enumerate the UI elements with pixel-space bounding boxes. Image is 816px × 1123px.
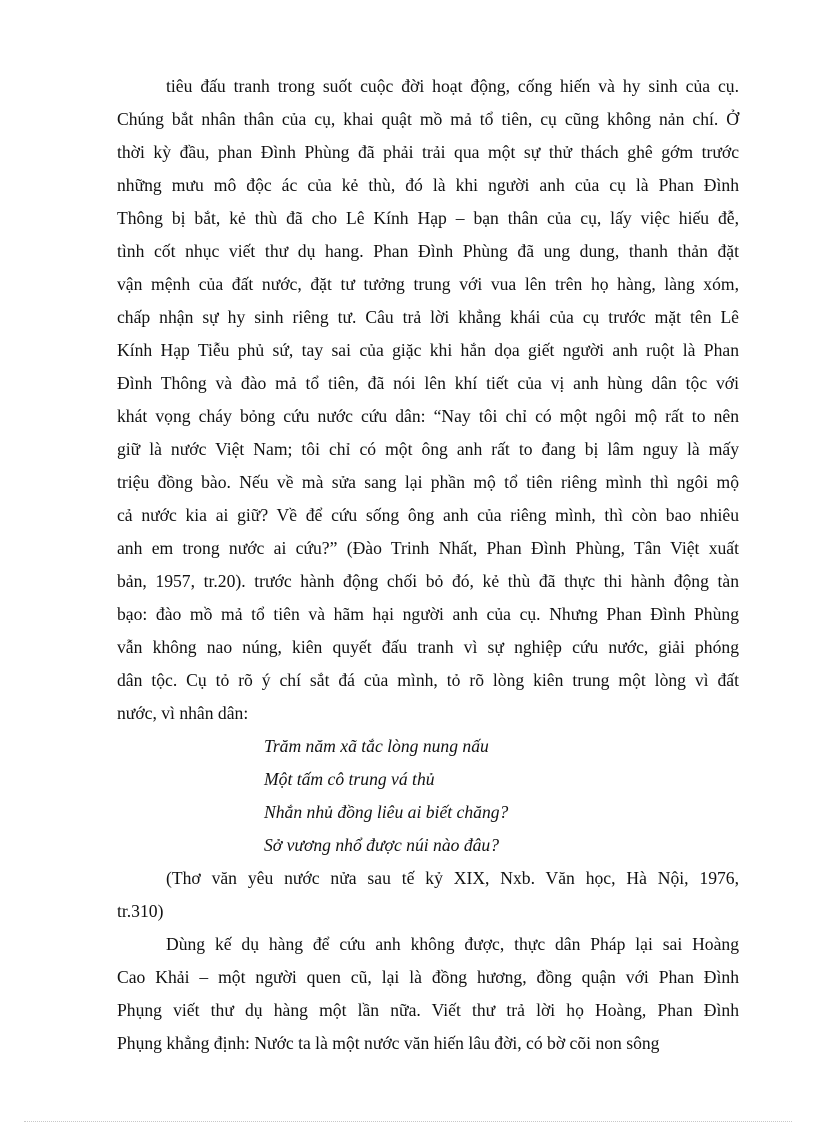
paragraph-line: Phụng viết thư dụ hàng một lần nữa. Viết thư trả lời họ Hoàng, Phan Đình xyxy=(117,1000,739,1020)
paragraph-line: tình cốt nhục viết thư dụ hang. Phan Đình Phùng đã ung dung, thanh thản đặt xyxy=(117,241,739,261)
paragraph-line: vẫn không nao núng, kiên quyết đấu tranh vì sự nghiệp cứu nước, giải phóng xyxy=(117,637,739,657)
paragraph-line: bạo: đào mồ mả tổ tiên và hãm hại người anh của cụ. Nhưng Phan Đình Phùng xyxy=(117,604,739,624)
page-bottom-rule xyxy=(24,1121,792,1122)
citation-line: (Thơ văn yêu nước nửa sau tế kỷ XIX, Nxb. Văn học, Hà Nội, 1976, xyxy=(166,868,739,888)
poem-line: Trăm năm xã tắc lòng nung nấu xyxy=(264,736,489,756)
paragraph-line: nước, vì nhân dân: xyxy=(117,703,249,723)
paragraph-line: cả nước kia ai giữ? Về để cứu sống ông anh của riêng mình, thì còn bao nhiêu xyxy=(117,505,739,525)
paragraph-line: Dùng kế dụ hàng để cứu anh không được, thực dân Pháp lại sai Hoàng xyxy=(166,934,739,954)
poem-line: Nhắn nhủ đồng liêu ai biết chăng? xyxy=(264,802,509,822)
paragraph-line: tiêu đấu tranh trong suốt cuộc đời hoạt động, cống hiến và hy sinh của cụ. xyxy=(166,76,739,96)
paragraph-line: thời kỳ đầu, phan Đình Phùng đã phải trải qua một sự thử thách ghê gớm trước xyxy=(117,142,739,162)
paragraph-line: Cao Khải – một người quen cũ, lại là đồng hương, đồng quận với Phan Đình xyxy=(117,967,739,987)
citation-line: tr.310) xyxy=(117,901,164,921)
poem-line: Một tấm cô trung vá thủ xyxy=(264,769,435,789)
paragraph-line: dân tộc. Cụ tỏ rõ ý chí sắt đá của mình, tỏ rõ lòng kiên trung một lòng vì đất xyxy=(117,670,739,690)
paragraph-line: khát vọng cháy bỏng cứu nước cứu dân: “Nay tôi chỉ có một ngôi mộ rất to nên xyxy=(117,406,739,426)
paragraph-line: Chúng bắt nhân thân của cụ, khai quật mồ mả tổ tiên, cụ cũng không nản chí. Ở xyxy=(117,109,739,129)
paragraph-line: giữ là nước Việt Nam; tôi chỉ có một ông anh rất to đang bị lâm nguy là mấy xyxy=(117,439,739,459)
paragraph-line: vận mệnh của đất nước, đặt tư tưởng trung với vua lên trên họ hàng, làng xóm, xyxy=(117,274,739,294)
paragraph-line: bản, 1957, tr.20). trước hành động chối bỏ đó, kẻ thù đã thực thi hành động tàn xyxy=(117,571,739,591)
paragraph-line: chấp nhận sự hy sinh riêng tư. Câu trả lời khẳng khái của cụ trước mặt tên Lê xyxy=(117,307,739,327)
paragraph-line: anh em trong nước ai cứu?” (Đào Trinh Nhất, Phan Đình Phùng, Tân Việt xuất xyxy=(117,538,739,558)
poem-line: Sở vương nhổ được núi nào đâu? xyxy=(264,835,500,855)
paragraph-line: Thông bị bắt, kẻ thù đã cho Lê Kính Hạp – bạn thân của cụ, lấy việc hiếu đễ, xyxy=(117,208,739,228)
paragraph-line: Đình Thông và đào mả tổ tiên, đã nói lên khí tiết của vị anh hùng dân tộc với xyxy=(117,373,739,393)
paragraph-line: Phụng khẳng định: Nước ta là một nước văn hiến lâu đời, có bờ cõi non sông xyxy=(117,1033,660,1053)
paragraph-line: Kính Hạp Tiễu phủ sứ, tay sai của giặc khi hắn dọa giết người anh ruột là Phan xyxy=(117,340,739,360)
paragraph-line: triệu đồng bào. Nếu về mà sửa sang lại phần mộ tổ tiên riêng mình thì ngôi mộ xyxy=(117,472,739,492)
paragraph-line: những mưu mô độc ác của kẻ thù, đó là khi người anh của cụ là Phan Đình xyxy=(117,175,739,195)
